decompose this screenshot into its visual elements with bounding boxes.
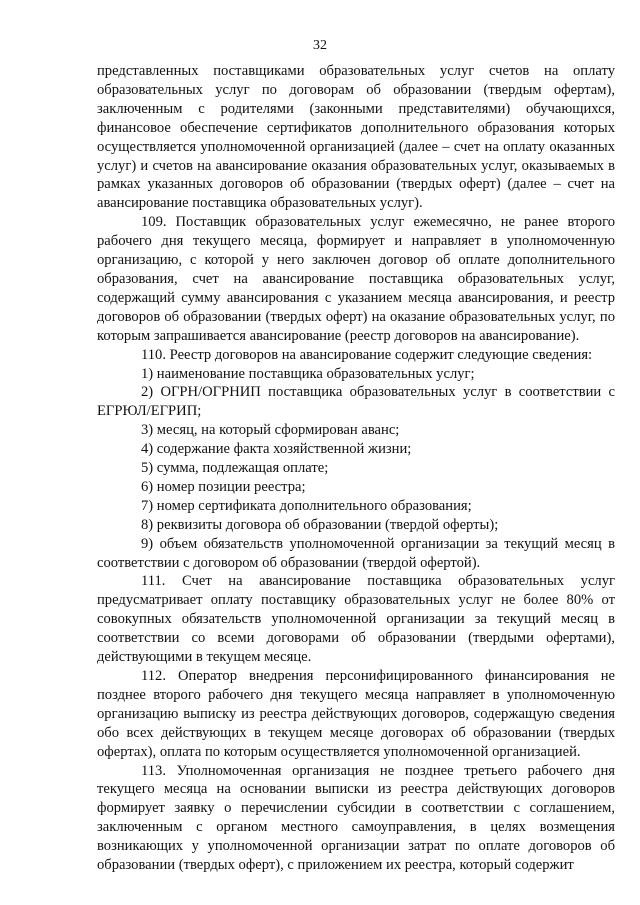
page-number: 32 [313,38,327,53]
list-item-9: 9) объем обязательств уполномоченной организации за текущий месяц в соответствии с договором об образовании (твердой офертой). [97,535,615,571]
list-item-7: 7) номер сертификата дополнительного образования; [141,497,472,514]
list-item-5: 5) сумма, подлежащая оплате; [141,460,329,477]
paragraph-112: 112. Оператор внедрения персонифицированного финансирования не позднее второго рабочего дня текущего месяца направляет в уполномоченную организацию выписку из реестра действующих договоров, содержащую сведения обо всех действующих в текущем месяце договорах об образовании (твердых офертах), оплата по которым осуществляется уполномоченной организацией. [97,668,615,760]
paragraph-113: 113. Уполномоченная организация не позднее третьего рабочего дня текущего месяца на основании выписки из реестра действующих договоров формирует заявку о перечислении субсидии в соответствии с соглашением, заключенным с органом местного самоуправления, в целях возмещения возникающих у уполномоченной организации затрат по оплате договоров об образовании (твердых оферт), с приложением их реестра, который содержит [97,762,615,874]
paragraph-continuation: представленных поставщиками образовательных услуг счетов на оплату образовательных услуг по договорам об образовании (твердым офертам), заключенным с родителями (законными представителями) обучающихся, финансовое обеспечение сертификатов дополнительного образования которых осуществляется уполномоченной организацией (далее – счет на оплату оказанных услуг) и счетов на авансирование оказания образовательных услуг, оказываемых в рамках указанных договоров об образовании (твердых оферт) (далее – счет на авансирование поставщика образовательных услуг). [97,63,615,212]
list-item-8: 8) реквизиты договора об образовании (твердой оферты); [141,516,499,533]
list-item-2: 2) ОГРН/ОГРНИП поставщика образовательных услуг в соответствии с ЕГРЮЛ/ЕГРИП; [97,384,615,420]
list-item-1: 1) наименование поставщика образовательных услуг; [141,365,475,382]
paragraph-110: 110. Реестр договоров на авансирование содержит следующие сведения: [141,346,593,363]
paragraph-109: 109. Поставщик образовательных услуг ежемесячно, не ранее второго рабочего дня текущего месяца, формирует и направляет в уполномоченную организацию, с которой у него заключен договор об оплате дополнительного образования, счет на авансирование поставщика образовательных услуг, содержащий сумму авансирования с указанием месяца авансирования, и реестр договоров об образовании (твердых оферт) на оказание образовательных услуг, по которым запрашивается авансирование (реестр договоров на авансирование). [97,214,615,344]
list-item-4: 4) содержание факта хозяйственной жизни; [141,441,412,458]
document-body [97,62,615,875]
list-item-3: 3) месяц, на который сформирован аванс; [141,422,400,439]
list-item-6: 6) номер позиции реестра; [141,478,306,495]
paragraph-111: 111. Счет на авансирование поставщика образовательных услуг предусматривает оплату поставщику образовательных услуг не более 80% от совокупных обязательств уполномоченной организации за текущий месяц в соответствии со всеми договорами об образовании (твердыми офертами), действующими в текущем месяце. [97,573,615,666]
